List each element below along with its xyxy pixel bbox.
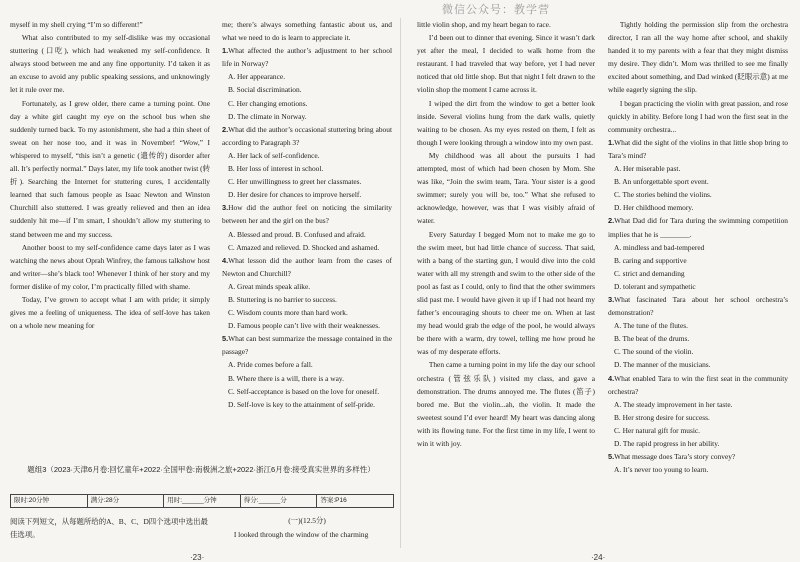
left-page bbox=[0, 18, 401, 562]
answer-option: C. The sound of the violin. bbox=[614, 347, 694, 357]
answer-option: A. Her appearance. bbox=[228, 72, 286, 82]
paragraph: Then came a turning point in my life the day our school orchestra (管弦乐队) visited my class, and gave a demonstration. The drums annoyed me. The flutes (笛子) bored me. But the violin...ah, the violin. It made the sweetest sound I’d ever heard! My heart was dancing along with its flowing tune. For the first time in my life, I went to win it with joy. bbox=[417, 360, 595, 448]
answer-option: B. An unforgettable sport event. bbox=[614, 177, 709, 187]
answer-option: D. Self-love is key to the attainment of self-pride. bbox=[228, 399, 375, 409]
paragraph: Fortunately, as I grew older, there came a turning point. One day a white girl caught my eye on the school bus when she suddenly turned back. To my astonishment, she had a thin sheet of sweat on her nose too, and it was in November! “Wow,” I whispered to myself, “this isn’t a genetic (遗传的) disorder after all. It’s perfectly normal.” Days later, my life took another twist (转折). Searching the Internet for stuttering cures, I accidentally learned that such famous people as Isaac Newton and Winston Churchill also stuttered. I was greatly relieved and then an idea suddenly hit me—if I’m smart, I shouldn’t allow my stuttering to stand between me and my success. bbox=[10, 98, 211, 239]
right-passage-column bbox=[417, 18, 595, 450]
left-questions-column bbox=[222, 18, 392, 411]
time-limit: 限时:20分钟 bbox=[11, 495, 88, 507]
instructions: 阅读下列短文，从每题所给的A、B、C、D四个选项中选出最佳选项。 bbox=[10, 517, 208, 539]
question-stem: 5.What can best summarize the message contained in the passage? bbox=[222, 334, 392, 357]
passage-start: I looked through the window of the charming bbox=[233, 530, 369, 539]
page-number: ·23· bbox=[190, 553, 205, 562]
answer-option: C. Her changing emotions. bbox=[228, 98, 308, 108]
answer-option: D. tolerant and sympathetic bbox=[614, 281, 696, 291]
page-number: ·24· bbox=[591, 553, 606, 562]
right-page bbox=[401, 18, 800, 562]
question-list bbox=[222, 44, 392, 411]
info-bar bbox=[10, 494, 394, 508]
paragraph: myself in my shell crying “I’m so different!” bbox=[10, 20, 143, 29]
paragraph: My childhood was all about the pursuits I had attempted, most of which had been chosen by Mom. She was like, “Join the swim team, Tara. Your sister is a good swimmer; surely you will be, too.” What she refused to acknowledge, however, was that I was visibly afraid of water. bbox=[417, 150, 595, 226]
answer-option: C. Her natural gift for music. bbox=[614, 425, 700, 435]
question-stem: 3.How did the author feel on noticing the similarity between her and the girl on the bus? bbox=[222, 203, 392, 226]
paragraph: I wiped the dirt from the window to get a better look inside. Several violins hung from the dark walls, quietly waiting to be chosen. As my eyes rested on them, I felt as though I were looking through a window into my own past. bbox=[417, 98, 595, 147]
question-stem: 5.What message does Tara’s story convey? bbox=[608, 452, 736, 462]
answer-option: C. Amazed and relieved. D. Shocked and ashamed. bbox=[228, 242, 380, 252]
answer-option: D. The climate in Norway. bbox=[228, 111, 307, 121]
answer-option: A. Her lack of self-confidence. bbox=[228, 150, 320, 160]
paragraph: Every Saturday I begged Mom not to make me go to the swim meet, but had little chance of success. That said, with a bang of the starting gun, I would dive into the cold water with all my strength and swim to the other side of the pool as fast as I could, only to find that the other swimmers slid past me. I would have given it up if I had not heard my father’s encouraging shouts to cheer me on. When at last my head would grab the edge of the pool, he would always be there with a warm, dry towel, telling me how proud he was of my desperate efforts. bbox=[417, 229, 595, 357]
answer-option: C. strict and demanding bbox=[614, 268, 685, 278]
answer-option: B. The beat of the drums. bbox=[614, 334, 690, 344]
answer-option: C. Wisdom counts more than hard work. bbox=[228, 308, 348, 318]
passage-title: (一)(12.5分) bbox=[288, 516, 326, 525]
question-list bbox=[608, 136, 788, 476]
answer-option: C. Her unwillingness to greet her classmates. bbox=[228, 177, 362, 187]
full-score: 满分:28分 bbox=[88, 495, 165, 507]
right-questions-column bbox=[608, 18, 788, 476]
section-heading: 题组3（2023·天津6月卷:回忆童年+2022·全国甲卷:南极洲之旅+2022·浙江6月卷:接受真实世界的多样性） bbox=[27, 465, 375, 474]
answer-option: B. caring and supportive bbox=[614, 255, 687, 265]
answer-option: B. Stuttering is no barrier to success. bbox=[228, 294, 337, 304]
answer-option: D. The manner of the musicians. bbox=[614, 360, 711, 370]
answer-page: 答案:P16 bbox=[320, 497, 347, 504]
question-stem: 1.What did the sight of the violins in that little shop bring to Tara’s mind? bbox=[608, 137, 788, 160]
answer-option: D. Her childhood memory. bbox=[614, 203, 694, 213]
paragraph: What also contributed to my self-dislike was my occasional stuttering (口吃), which had weakened my self-confidence. It always stood between me and any fine opportunity. I’d taken it as an excuse to avoid any public speaking sessions, and unknowingly let it rule over me. bbox=[10, 33, 210, 95]
answer-option: C. The stories behind the violins. bbox=[614, 190, 712, 200]
paragraph: I’d been out to dinner that evening. Since it wasn’t dark yet after the meal, I decided to walk home from the restaurant. I had traveled that way before, yet I had never noticed that old little shop. But that night I felt drawn to the violin shop the moment I came across it. bbox=[417, 33, 595, 95]
paragraph: Tightly holding the permission slip from the orchestra director, I ran all the way home after school, and shakily handed it to my parents with a fear that they might dismiss my desire. They didn’t. Mom was thrilled to see me finally excited about something, and Dad winked (眨眼示意) at me while eagerly signing the slip. bbox=[608, 20, 788, 95]
question-stem: 4.What enabled Tara to win the first seat in the community orchestra? bbox=[608, 373, 788, 396]
answer-option: A. Blessed and proud. B. Confused and afraid. bbox=[228, 229, 366, 239]
paragraph: Today, I’ve grown to accept what I am with pride; it simply gives me a feeling of uniqueness. The idea of self-love has taken on a whole new meaning for bbox=[10, 294, 210, 331]
answer-option: C. Self-acceptance is based on the love for oneself. bbox=[228, 386, 380, 396]
answer-option: B. Social discrimination. bbox=[228, 85, 302, 95]
answer-option: A. The steady improvement in her taste. bbox=[614, 399, 733, 409]
answer-option: D. Her desire for chances to improve herself. bbox=[228, 190, 362, 200]
score: 得分:______分 bbox=[241, 495, 318, 507]
question-stem: 4.What lesson did the author learn from the cases of Newton and Churchill? bbox=[222, 255, 392, 278]
watermark-text: 微信公众号：教学营 bbox=[442, 3, 550, 16]
question-stem: 2.What Dad did for Tara during the swimming competition implies that he is ________. bbox=[608, 216, 788, 239]
answer-option: A. It’s never too young to learn. bbox=[614, 465, 709, 475]
answer-option: A. mindless and bad-tempered bbox=[614, 242, 705, 252]
answer-option: A. Great minds speak alike. bbox=[228, 281, 311, 291]
question-stem: 1.What affected the author’s adjustment to her school life in Norway? bbox=[222, 46, 392, 69]
answer-option: A. Pride comes before a fall. bbox=[228, 360, 313, 370]
answer-option: A. Her miserable past. bbox=[614, 164, 681, 174]
answer-option: D. Famous people can’t live with their weaknesses. bbox=[228, 321, 380, 331]
paragraph: I began practicing the violin with great passion, and rose quickly in ability. Before long I had won the first seat in the community orchestra... bbox=[608, 98, 788, 134]
paragraph: little violin shop, and my heart began to race. bbox=[417, 20, 551, 29]
paragraph: Another boost to my self-confidence came days later as I was watching the news about Oprah Winfrey, the famous talkshow host and writer—she’s black too! Whenever I think of her story and my former dislike of my color, I’m practically filled with shame. bbox=[10, 242, 210, 291]
answer-option: B. Her loss of interest in school. bbox=[228, 164, 324, 174]
answer-option: D. The rapid progress in her ability. bbox=[614, 439, 720, 448]
question-stem: 3.What fascinated Tara about her school orchestra’s demonstration? bbox=[608, 294, 788, 318]
answer-option: B. Her strong desire for success. bbox=[614, 412, 710, 422]
time-used: 用时:______分钟 bbox=[164, 495, 241, 507]
left-passage-column bbox=[10, 18, 210, 332]
paragraph: me; there’s always something fantastic about us, and what we need to do is learn to appreciate it. bbox=[222, 20, 392, 43]
answer-option: A. The tune of the flutes. bbox=[614, 321, 688, 331]
answer-option: B. Where there is a will, there is a way. bbox=[228, 373, 344, 383]
question-stem: 2.What did the author’s occasional stuttering bring about according to Paragraph 3? bbox=[222, 124, 392, 147]
